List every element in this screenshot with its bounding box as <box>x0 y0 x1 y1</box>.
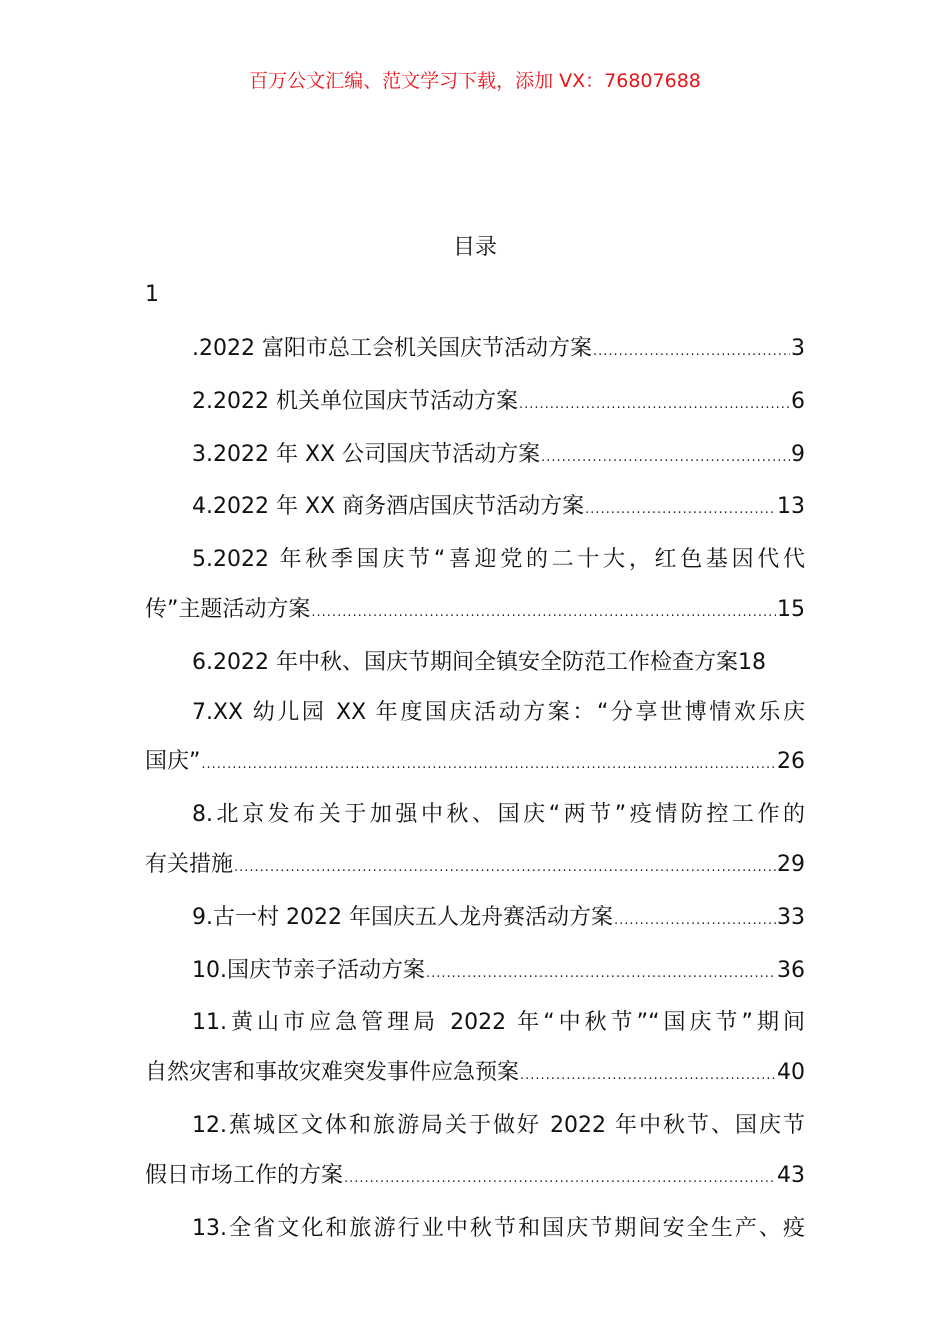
toc-entry[interactable] <box>145 377 805 430</box>
toc-page-number: 43 <box>777 1162 805 1188</box>
toc-entry-title-cont: 传”主题活动方案 <box>145 596 311 622</box>
toc-entry[interactable] <box>145 324 805 377</box>
toc-entry-title-cont: 自然灾害和事故灾难突发事件应急预案 <box>145 1060 520 1086</box>
toc-entry[interactable] <box>145 535 805 638</box>
toc-page-number: 3 <box>791 336 805 361</box>
leader-dots <box>520 1051 776 1101</box>
toc-page-number: 18 <box>737 649 766 675</box>
leader-dots <box>311 588 776 638</box>
toc-entry-title: 4.2022 年 XX 商务酒店国庆节活动方案 <box>192 494 585 520</box>
table-of-contents <box>145 324 805 1253</box>
toc-page-number: 29 <box>777 851 805 877</box>
toc-entry-title: 12.蕉城区文体和旅游局关于做好 2022 年中秋节、国庆节 <box>192 1112 805 1138</box>
toc-entry-title: 11.黄山市应急管理局 2022 年“中秋节”“国庆节”期间 <box>192 1010 805 1036</box>
toc-entry[interactable] <box>145 946 805 999</box>
toc-entry-title: 2.2022 机关单位国庆节活动方案 <box>192 388 518 414</box>
toc-entry[interactable] <box>145 998 805 1101</box>
toc-page-number: 40 <box>777 1060 805 1086</box>
toc-entry[interactable] <box>145 1204 805 1254</box>
leader-dots <box>614 896 776 946</box>
leader-dots <box>344 1154 776 1204</box>
toc-entry[interactable] <box>145 790 805 893</box>
toc-entry-title: 3.2022 年 XX 公司国庆节活动方案 <box>192 441 541 467</box>
toc-page-number: 13 <box>777 494 805 520</box>
toc-page-number: 15 <box>777 596 805 622</box>
toc-entry[interactable] <box>145 688 805 791</box>
toc-page-number: 33 <box>777 904 805 930</box>
toc-entry[interactable] <box>145 1101 805 1204</box>
toc-entry-title: 6.2022 年中秋、国庆节期间全镇安全防范工作检查方案 <box>192 649 738 675</box>
toc-entry-title-cont: 国庆” <box>145 749 201 775</box>
toc-entry-title: .2022 富阳市总工会机关国庆节活动方案 <box>192 336 592 361</box>
toc-entry-title: 5.2022 年秋季国庆节“喜迎党的二十大，红色基因代代 <box>192 547 805 573</box>
toc-entry[interactable] <box>145 638 805 688</box>
toc-entry-title: 13.全省文化和旅游行业中秋节和国庆节期间安全生产、疫 <box>192 1215 805 1241</box>
leader-dots <box>585 485 776 535</box>
leader-dots <box>519 380 790 430</box>
toc-page-number: 6 <box>791 388 805 414</box>
toc-page-number: 36 <box>777 957 805 983</box>
toc-entry-title: 7.XX 幼儿园 XX 年度国庆活动方案：“分享世博情欢乐庆 <box>192 699 805 725</box>
leader-dots <box>426 949 776 999</box>
toc-entry[interactable] <box>145 430 805 483</box>
toc-page-number: 9 <box>791 441 805 467</box>
toc-entry-title: 10.国庆节亲子活动方案 <box>192 957 425 983</box>
toc-entry-title: 9.古一村 2022 年国庆五人龙舟赛活动方案 <box>192 904 613 930</box>
header-notice: 百万公文汇编、范文学习下载，添加 VX：76807688 <box>249 70 701 92</box>
toc-entry-title: 8.北京发布关于加强中秋、国庆“两节”疫情防控工作的 <box>192 802 805 828</box>
toc-page-number: 26 <box>777 749 805 775</box>
toc-entry-title-cont: 假日市场工作的方案 <box>145 1162 344 1188</box>
leader-dots <box>201 740 776 790</box>
leader-dots <box>234 843 776 893</box>
leader-dots <box>593 327 790 377</box>
toc-entry[interactable] <box>145 482 805 535</box>
leader-dots <box>541 433 790 483</box>
toc-entry-title-cont: 有关措施 <box>145 851 234 877</box>
toc-entry[interactable] <box>145 893 805 946</box>
page-title: 目录 <box>452 235 497 260</box>
lead-number: 1 <box>145 282 159 307</box>
